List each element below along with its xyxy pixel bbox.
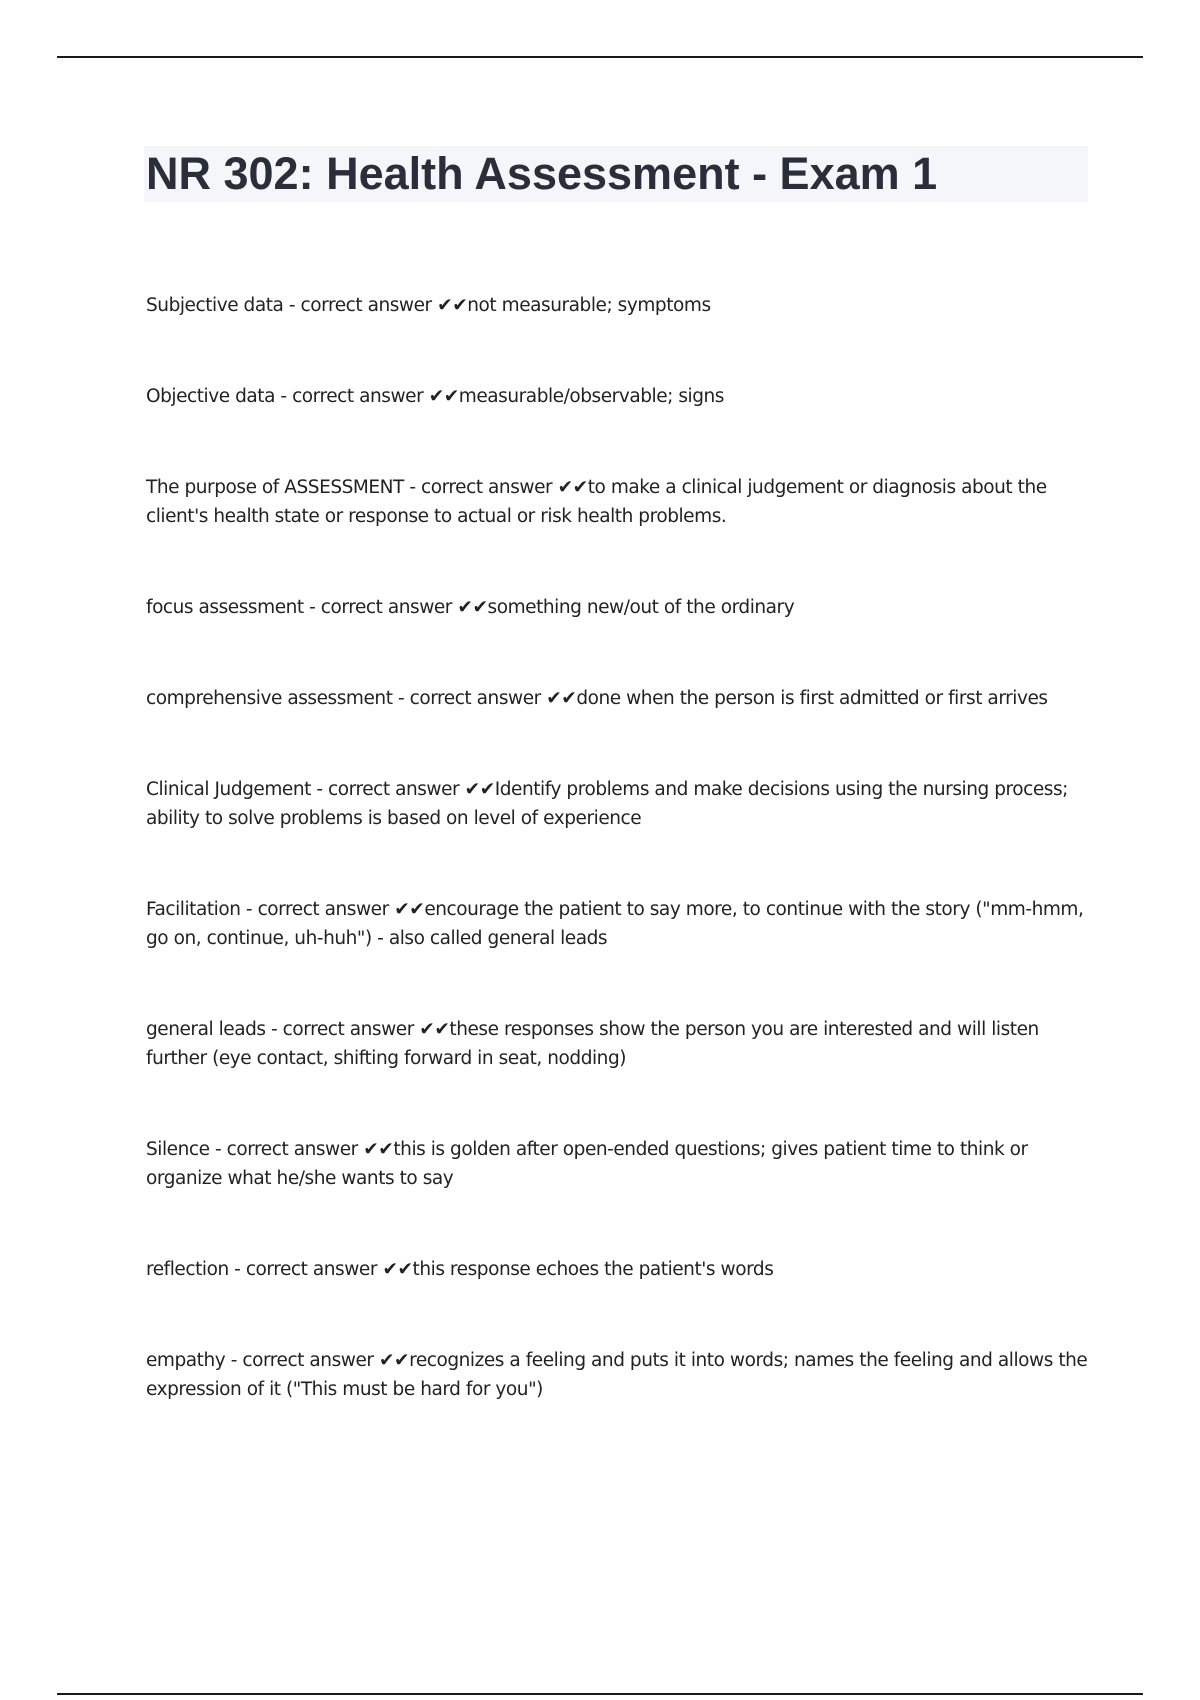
qa-answer: encourage the patient to say more, to continue with the story ("mm-hmm, go on, continue, uh-huh") - also called general leads [146, 899, 1084, 949]
qa-term: Subjective data [146, 295, 284, 316]
qa-answer: to make a clinical judgement or diagnosis about the client's health state or response to actual or risk health problems. [146, 477, 1047, 527]
page-title: NR 302: Health Assessment - Exam 1 [146, 148, 938, 199]
check-icon: ✔✔ [546, 688, 577, 709]
qa-term: reflection [146, 1259, 229, 1280]
qa-list [146, 291, 1096, 1404]
qa-item [146, 1346, 1096, 1404]
check-icon: ✔✔ [394, 899, 425, 920]
qa-term: comprehensive assessment [146, 688, 393, 709]
qa-separator: - correct answer [228, 1259, 383, 1280]
qa-item [146, 1255, 1096, 1284]
qa-answer: something new/out of the ordinary [487, 597, 795, 618]
qa-item [146, 1015, 1096, 1073]
check-icon: ✔✔ [382, 1259, 413, 1280]
qa-item [146, 895, 1096, 953]
qa-separator: - correct answer [209, 1139, 364, 1160]
check-icon: ✔✔ [557, 477, 588, 498]
qa-term: focus assessment [146, 597, 304, 618]
qa-term: Silence [146, 1139, 210, 1160]
qa-item [146, 775, 1096, 833]
qa-answer: recognizes a feeling and puts it into words; names the feeling and allows the expression of it ("This must be hard for you") [146, 1350, 1088, 1400]
check-icon: ✔✔ [437, 295, 468, 316]
qa-term: empathy [146, 1350, 226, 1371]
qa-separator: - correct answer [310, 779, 465, 800]
qa-item [146, 473, 1096, 531]
qa-separator: - correct answer [265, 1019, 420, 1040]
check-icon: ✔✔ [363, 1139, 394, 1160]
bottom-rule [57, 1693, 1143, 1695]
qa-answer: this response echoes the patient's words [412, 1259, 774, 1280]
qa-term: Clinical Judgement [146, 779, 311, 800]
qa-term: Facilitation [146, 899, 241, 920]
qa-answer: done when the person is first admitted or first arrives [576, 688, 1048, 709]
qa-separator: - correct answer [392, 688, 547, 709]
qa-answer: this is golden after open-ended questions; gives patient time to think or organize what he/she wants to say [146, 1139, 1028, 1189]
check-icon: ✔✔ [378, 1350, 410, 1371]
qa-answer: Identify problems and make decisions using the nursing process; ability to solve problems is based on level of experience [146, 779, 1068, 829]
qa-answer: measurable/observable; signs [458, 386, 724, 407]
qa-item [146, 291, 1096, 320]
qa-separator: - correct answer [225, 1350, 379, 1371]
top-rule [57, 56, 1143, 58]
qa-separator: - correct answer [240, 899, 395, 920]
check-icon: ✔✔ [457, 597, 488, 618]
qa-term: The purpose of ASSESSMENT [146, 477, 404, 498]
qa-separator: - correct answer [303, 597, 458, 618]
qa-separator: - correct answer [283, 295, 438, 316]
qa-term: general leads [146, 1019, 266, 1040]
qa-item [146, 684, 1096, 713]
qa-item [146, 593, 1096, 622]
check-icon: ✔✔ [419, 1019, 450, 1040]
qa-item [146, 1135, 1096, 1193]
check-icon: ✔✔ [464, 779, 495, 800]
qa-answer: these responses show the person you are interested and will listen further (eye contact, shifting forward in seat, nodding) [146, 1019, 1039, 1069]
qa-separator: - correct answer [274, 386, 429, 407]
qa-item [146, 382, 1096, 411]
check-icon: ✔✔ [428, 386, 459, 407]
qa-separator: - correct answer [403, 477, 558, 498]
qa-answer: not measurable; symptoms [467, 295, 711, 316]
qa-term: Objective data [146, 386, 275, 407]
